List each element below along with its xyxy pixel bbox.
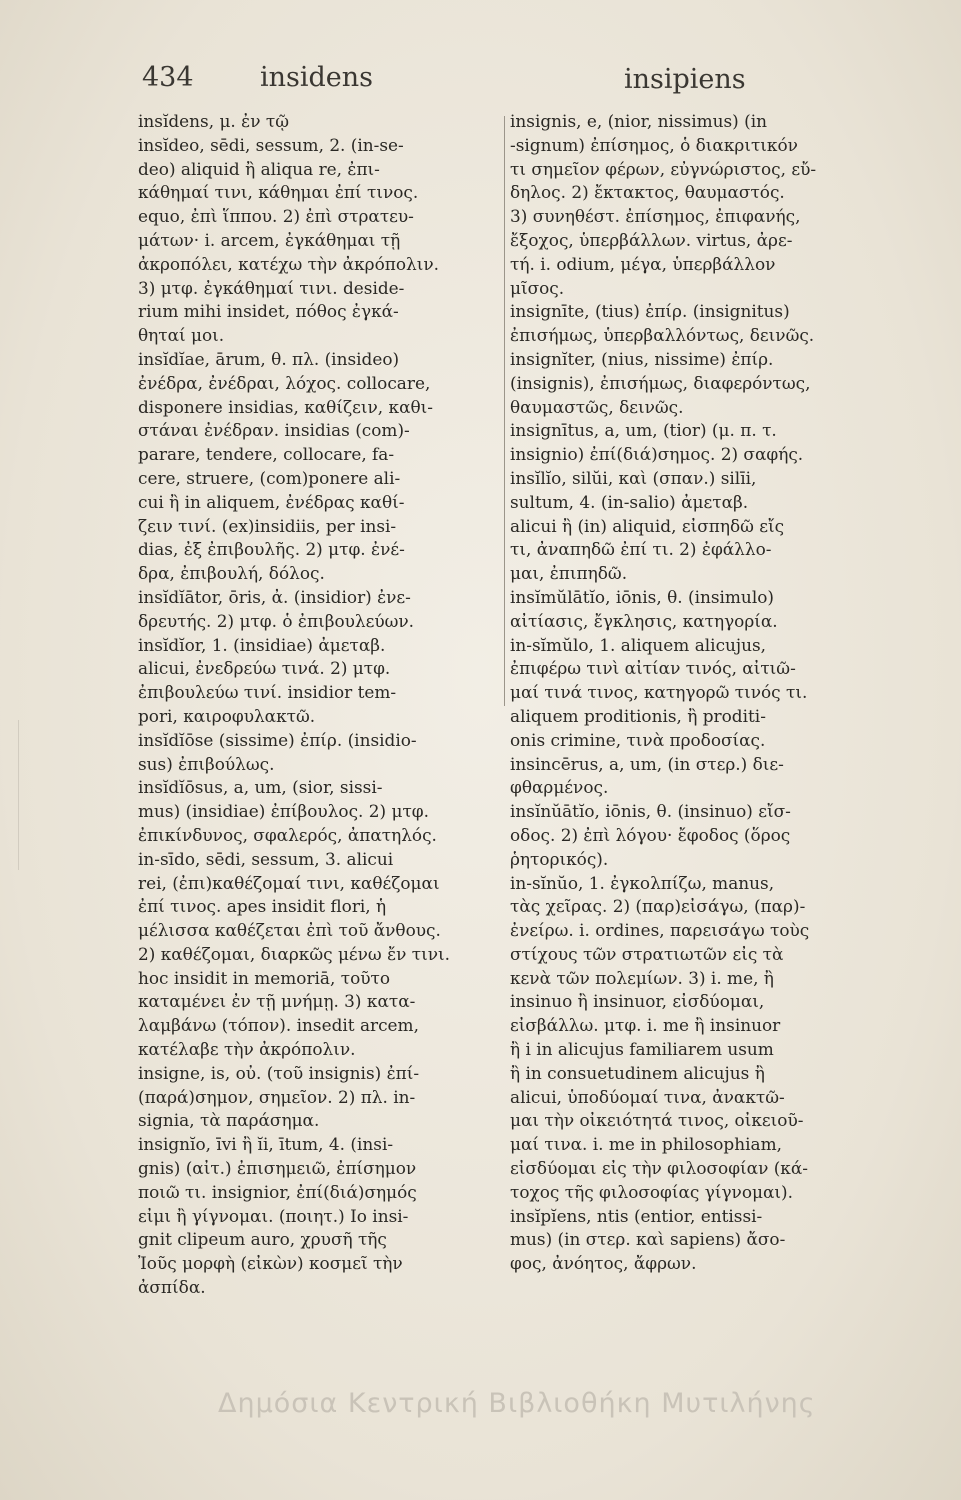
right-column-line: insignītus, a, um, (tior) (μ. π. τ. <box>510 420 777 441</box>
right-column-line: onis crimine, τινὰ προδοσίας. <box>510 729 766 750</box>
right-column-line: insignīte, (tius) ἐπίρ. (insignitus) <box>510 301 790 322</box>
library-watermark: Δημόσια Κεντρική Βιβλιοθήκη Μυτιλήνης <box>218 1388 816 1419</box>
right-column-line: τι, ἀναπηδῶ ἐπί τι. 2) ἐφάλλο- <box>510 539 772 560</box>
left-column-line: insĭdĭōse (sissime) ἐπίρ. (insidio- <box>138 729 417 750</box>
left-column-line: parare, tendere, collocare, fa- <box>138 444 395 465</box>
right-column-line: τή. i. odium, μέγα, ὑπερβάλλον <box>510 253 776 274</box>
right-column-line: εἰσβάλλω. μτφ. i. me ἢ insinuor <box>510 1015 781 1036</box>
left-column-line: hoc insidit in memoriā, τοῦτο <box>138 967 391 988</box>
right-column-line: insignio) ἐπί(διά)σημος. 2) σαφής. <box>510 444 804 465</box>
right-column-line: κενὰ τῶν πολεμίων. 3) i. me, ἢ <box>510 967 774 988</box>
left-column-line: ἐπικίνδυνος, σφαλερός, ἀπατηλός. <box>138 824 437 845</box>
left-column-line: ἐνέδρα, ἐνέδραι, λόχος. collocare, <box>138 372 431 393</box>
left-column-line: δρευτής. 2) μτφ. ὁ ἐπιβουλεύων. <box>138 610 415 631</box>
left-column-line: 3) μτφ. ἐγκάθημαί τινι. deside- <box>138 277 405 298</box>
right-column-line: μαι, ἐπιπηδῶ. <box>510 563 628 584</box>
left-column-line: 2) καθέζομαι, διαρκῶς μένω ἔν τινι. <box>138 943 451 964</box>
right-column-line: ἔξοχος, ὑπερβάλλων. virtus, ἀρε- <box>510 229 793 250</box>
right-column-line: δηλος. 2) ἔκτακτος, θαυμαστός. <box>510 182 785 203</box>
left-column-line: mus) (insidiae) ἐπίβουλος. 2) μτφ. <box>138 801 429 822</box>
right-column-line: ἐνείρω. i. ordines, παρεισάγω τοὺς <box>510 920 810 941</box>
left-column-line: insĭdĭae, ārum, θ. πλ. (insideo) <box>138 348 400 369</box>
left-column-line: insigne, is, οὐ. (τοῦ insignis) ἐπί- <box>138 1062 420 1083</box>
right-column-line: -signum) ἐπίσημος, ὁ διακριτικόν <box>510 134 798 155</box>
page-number: 434 <box>142 62 194 93</box>
right-column-line: στίχους τῶν στρατιωτῶν εἰς τὰ <box>510 943 784 964</box>
right-column-line: aliquem proditionis, ἢ proditi- <box>510 705 766 726</box>
left-column-line: (παρά)σημον, σημεῖον. 2) πλ. in- <box>138 1086 416 1107</box>
left-column-line: insĭdens, μ. ἐν τῷ <box>138 111 289 131</box>
right-column-line: τὰς χεῖρας. 2) (παρ)εἰσάγω, (παρ)- <box>510 896 806 917</box>
right-column-line: τι σημεῖον φέρων, εὐγνώριστος, εὔ- <box>510 158 817 179</box>
left-column-line: κάθημαί τινι, κάθημαι ἐπί τινος. <box>138 182 419 203</box>
right-column-line: οδος. 2) ἐπὶ λόγου· ἔφοδος (ὅρος <box>510 824 791 845</box>
right-column-line: insĭlĭo, silŭi, καὶ (σπαν.) silīi, <box>510 467 757 488</box>
right-column-line: insĭpĭens, ntis (entior, entissi- <box>510 1205 763 1226</box>
right-column-line: τοχος τῆς φιλοσοφίας γίγνομαι). <box>510 1181 793 1202</box>
right-column-line: αἰτίασις, ἔγκλησις, κατηγορία. <box>510 610 778 631</box>
left-column-line: μέλισσα καθέζεται ἐπὶ τοῦ ἄνθους. <box>138 920 441 941</box>
right-column-line: insincērus, a, um, (in στερ.) διε- <box>510 753 784 774</box>
right-column-line: insignis, e, (nior, nissimus) (in <box>510 111 767 131</box>
right-column-line: ἐπιφέρω τινὶ αἰτίαν τινός, αἰτιῶ- <box>510 658 796 679</box>
right-column-line: ἐπισήμως, ὑπερβαλλόντως, δεινῶς. <box>510 325 815 346</box>
right-column-line: φθαρμένος. <box>510 777 609 798</box>
right-column-line: 3) συνηθέστ. ἐπίσημος, ἐπιφανής, <box>510 206 801 227</box>
left-column-line: insignĭo, īvi ἢ ĭi, ītum, 4. (insi- <box>138 1134 394 1155</box>
margin-mark <box>18 720 19 870</box>
left-column-line: θηταί μοι. <box>138 325 225 346</box>
left-running-headword: insidens <box>260 62 374 93</box>
left-column-line: gnit clipeum auro, χρυσῆ τῆς <box>138 1229 387 1250</box>
left-column-line: pori, καιροφυλακτῶ. <box>138 705 316 726</box>
right-column-line: in-sĭnŭo, 1. ἐγκολπίζω, manus, <box>510 872 775 893</box>
right-column-line: ῥητορικός). <box>510 848 609 869</box>
left-column-line: εἰμι ἢ γίγνομαι. (ποιητ.) Io insi- <box>138 1205 409 1226</box>
right-column-line: μαί τινά τινος, κατηγορῶ τινός τι. <box>510 682 808 703</box>
left-column-line: gnis) (αἰτ.) ἐπισημειῶ, ἐπίσημον <box>138 1158 417 1179</box>
left-column-line: in-sīdo, sēdi, sessum, 3. alicui <box>138 848 394 869</box>
right-column-line: in-sĭmŭlo, 1. aliquem alicujus, <box>510 634 767 655</box>
right-column-line: insĭmŭlātĭo, iōnis, θ. (insimulo) <box>510 586 774 607</box>
right-column-line: alicui, ὑποδύομαί τινα, ἀνακτῶ- <box>510 1086 785 1107</box>
left-column-line: ζειν τινί. (ex)insidiis, per insi- <box>138 515 397 536</box>
right-column-line: ἢ i in alicujus familiarem usum <box>510 1039 774 1060</box>
left-column-line: rium mihi insidet, πόθος ἐγκά- <box>138 301 399 322</box>
left-column-line: ποιῶ τι. insignior, ἐπί(διά)σημός <box>138 1181 417 1202</box>
left-column-line: signia, τὰ παράσημα. <box>138 1110 320 1131</box>
left-column-line: λαμβάνω (τόπον). insedit arcem, <box>138 1015 419 1036</box>
left-column-line: μάτων· i. arcem, ἐγκάθημαι τῇ <box>138 229 401 250</box>
left-column-line: κατέλαβε τὴν ἀκρόπολιν. <box>138 1039 356 1060</box>
right-column-line: μαί τινα. i. me in philosophiam, <box>510 1134 782 1155</box>
right-column-line: insĭnŭātĭo, iōnis, θ. (insinuo) εἴσ- <box>510 801 791 822</box>
right-column-line: ἢ in consuetudinem alicujus ἢ <box>510 1062 765 1083</box>
left-column-line: alicui, ἐνεδρεύω τινά. 2) μτφ. <box>138 658 391 679</box>
left-column-line: insĭdĭātor, ōris, ἀ. (insidior) ἐνε- <box>138 586 411 607</box>
left-column-line: ἐπί τινος. apes insidit flori, ἡ <box>138 896 387 917</box>
left-column-line: deo) aliquid ἢ aliqua re, ἐπι- <box>138 158 380 179</box>
left-column-line: insĭdĭōsus, a, um, (sior, sissi- <box>138 777 383 798</box>
right-column-line: insinuo ἢ insinuor, εἰσδύομαι, <box>510 991 765 1012</box>
left-column-line: ἀκροπόλει, κατέχω τὴν ἀκρόπολιν. <box>138 253 439 274</box>
right-running-headword: insipiens <box>624 64 746 95</box>
left-column-line: Ἰοῦς μορφὴ (εἰκὼν) κοσμεῖ τὴν <box>138 1253 403 1274</box>
left-column <box>138 110 504 1300</box>
right-column-line: εἰσδύομαι εἰς τὴν φιλοσοφίαν (κά- <box>510 1158 808 1179</box>
right-column-line: φος, ἀνόητος, ἄφρων. <box>510 1253 697 1274</box>
left-column-line: καταμένει ἐν τῇ μνήμῃ. 3) κατα- <box>138 991 416 1012</box>
right-column <box>510 110 888 1276</box>
right-column-line: μῖσος. <box>510 277 565 298</box>
left-column-line: rei, (ἐπι)καθέζομαί τινι, καθέζομαι <box>138 872 440 893</box>
left-column-line: cere, struere, (com)ponere ali- <box>138 467 401 488</box>
right-column-line: μαι τὴν οἰκειότητά τινος, οἰκειοῦ- <box>510 1110 804 1131</box>
left-column-line: ἀσπίδα. <box>138 1277 206 1298</box>
right-column-line: sultum, 4. (in-salio) ἀμεταβ. <box>510 491 749 512</box>
right-column-line: θαυμαστῶς, δεινῶς. <box>510 396 684 417</box>
right-column-line: alicui ἢ (in) aliquid, εἰσπηδῶ εἴς <box>510 515 785 536</box>
right-column-line: mus) (in στερ. καὶ sapiens) ἄσο- <box>510 1229 786 1250</box>
left-column-line: ἐπιβουλεύω τινί. insidior tem- <box>138 682 397 703</box>
column-divider <box>504 116 505 706</box>
left-column-line: sus) ἐπιβούλως. <box>138 753 275 774</box>
left-column-line: equo, ἐπὶ ἵππου. 2) ἐπὶ στρατευ- <box>138 206 414 227</box>
right-column-line: (insignis), ἐπισήμως, διαφερόντως, <box>510 372 811 393</box>
left-column-line: dias, ἐξ ἐπιβουλῆς. 2) μτφ. ἐνέ- <box>138 539 405 560</box>
left-column-line: disponere insidias, καθίζειν, καθι- <box>138 396 433 417</box>
left-column-line: δρα, ἐπιβουλή, δόλος. <box>138 563 325 584</box>
left-column-line: cui ἢ in aliquem, ἐνέδρας καθί- <box>138 491 405 512</box>
left-column-line: στάναι ἐνέδραν. insidias (com)- <box>138 420 410 441</box>
left-column-line: insĭdeo, sēdi, sessum, 2. (in-se- <box>138 134 404 155</box>
right-column-line: insignĭter, (nius, nissime) ἐπίρ. <box>510 348 774 369</box>
left-column-line: insĭdĭor, 1. (insidiae) ἀμεταβ. <box>138 634 386 655</box>
page-header <box>138 62 781 102</box>
